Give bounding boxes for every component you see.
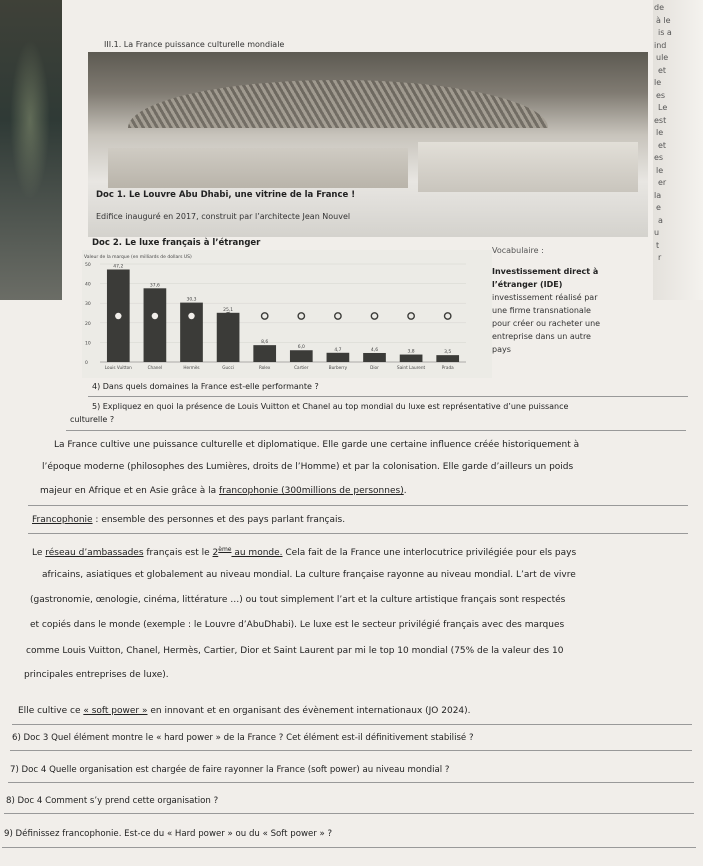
- brand-logo: [335, 313, 341, 319]
- x-tick-label: Chanel: [147, 365, 163, 370]
- text-segment: en innovant et en organisant des évènement internationaux (JO 2024).: [147, 706, 471, 716]
- question-5-line1: 5) Expliquez en quoi la présence de Louis Vuitton et Chanel au top mondial du luxe est représentative d’une puissance: [92, 402, 569, 411]
- doc2-title: Doc 2. Le luxe français à l’étranger: [92, 238, 261, 248]
- text-segment: Cela fait de la France une interlocutrice privilégiée pour els pays: [282, 548, 577, 558]
- divider: [88, 396, 688, 397]
- definition-text: : ensemble des personnes et des pays parlant français.: [92, 515, 346, 525]
- bar-dior: [363, 353, 386, 362]
- rank-number: 2: [212, 548, 219, 558]
- doc1-caption: Doc 1. Le Louvre Abu Dhabi, une vitrine de la France !: [96, 190, 356, 200]
- question-4: 4) Dans quels domaines la France est-elle performante ?: [92, 382, 319, 391]
- divider: [12, 724, 692, 725]
- question-9: 9) Définissez francophonie. Est-ce du « Hard power » ou du « Soft power » ?: [4, 829, 333, 839]
- bar-hermès: [180, 303, 203, 362]
- margin-fragment: à le: [656, 15, 671, 25]
- bar-burberry: [327, 353, 350, 362]
- margin-fragment: ule: [656, 53, 669, 62]
- margin-fragment: u: [654, 228, 660, 237]
- louvre-abu-dhabi-photo: [88, 52, 648, 237]
- margin-fragment: et: [658, 140, 667, 150]
- question-8: 8) Doc 4 Comment s’y prend cette organisation ?: [6, 796, 219, 806]
- louvre-dome-shape: [128, 80, 548, 128]
- vocab-term-line2: l’étranger (IDE): [492, 280, 563, 289]
- x-tick-label: Dior: [370, 365, 379, 370]
- paragraph-1-line3: [40, 486, 407, 496]
- bar-cartier: [290, 350, 313, 362]
- margin-fragment: e: [656, 203, 661, 212]
- brand-logo: [445, 313, 451, 319]
- bar-value-label: 4,7: [334, 347, 342, 353]
- paragraph-2-line3: (gastronomie, œnologie, cinéma, littérature …) ou tout simplement l’art et la culture artistique français sont respectés: [30, 595, 566, 605]
- vocab-def-2: une firme transnationale: [492, 306, 591, 315]
- ambassades-link: réseau d’ambassades: [45, 548, 144, 558]
- bar-value-label: 25,1: [223, 307, 234, 313]
- x-tick-label: Burberry: [328, 365, 348, 370]
- brand-logo: [298, 313, 304, 319]
- margin-fragment: la: [654, 190, 662, 200]
- x-tick-label: Louis Vuitton: [104, 365, 132, 370]
- divider: [28, 533, 688, 534]
- text-segment: majeur en Afrique et en Asie grâce à la: [40, 486, 220, 496]
- bar-value-label: 30,3: [186, 297, 197, 303]
- y-tick-label: 30: [85, 302, 91, 308]
- bar-value-label: 3,5: [444, 350, 452, 356]
- francophonie-link: francophonie (300millions de personnes): [219, 486, 404, 496]
- bar-value-label: 3,8: [407, 349, 415, 355]
- divider: [28, 505, 688, 506]
- paragraph-2-line2: africains, asiatiques et globalement au niveau mondial. La culture française rayonne au niveau mondial. L’art de vivre: [42, 570, 576, 580]
- margin-fragment: est: [654, 115, 667, 125]
- soft-power-link: « soft power »: [83, 706, 148, 716]
- vocab-def-1: investissement réalisé par: [492, 293, 598, 302]
- au-monde-link: au monde.: [231, 548, 283, 558]
- text-segment: Elle cultive ce: [18, 706, 84, 716]
- francophonie-definition: [32, 515, 345, 525]
- vocab-label: Vocabulaire :: [492, 246, 544, 255]
- paragraph-1-line1: La France cultive une puissance culturelle et diplomatique. Elle garde une certaine influence créée historiquement à: [54, 440, 580, 450]
- margin-fragment: t: [656, 240, 660, 250]
- margin-fragment: le: [656, 165, 664, 175]
- vocab-term: Investissement direct à: [492, 267, 599, 276]
- bar-value-label: 47,2: [113, 264, 124, 270]
- bar-chanel: [144, 288, 167, 362]
- y-tick-label: 0: [85, 361, 88, 366]
- y-tick-label: 50: [85, 263, 91, 268]
- margin-fragment: es: [654, 153, 664, 162]
- y-tick-label: 10: [85, 341, 91, 347]
- x-tick-label: Hermès: [183, 365, 200, 370]
- louvre-building-shape: [108, 148, 408, 188]
- brand-logo: [408, 313, 414, 319]
- vocab-def-4: entreprise dans un autre: [492, 332, 591, 341]
- paragraph-3: [18, 706, 471, 716]
- x-tick-label: Prada: [441, 365, 454, 370]
- bar-rolex: [253, 345, 276, 362]
- bar-value-label: 4,6: [370, 347, 379, 353]
- bar-value-label: 37,6: [149, 283, 160, 289]
- vocab-def-3: pour créer ou racheter une: [492, 319, 601, 328]
- divider: [8, 782, 694, 783]
- margin-fragment: r: [658, 253, 662, 262]
- margin-fragment: a: [658, 215, 663, 225]
- question-6: 6) Doc 3 Quel élément montre le « hard power » de la France ? Cet élément est-il définitivement stabilisé ?: [12, 733, 474, 743]
- y-tick-label: 20: [85, 321, 91, 327]
- x-tick-label: Saint Laurent: [397, 365, 426, 370]
- margin-fragment: de: [654, 3, 664, 12]
- text-segment: .: [403, 486, 407, 496]
- margin-fragment: er: [658, 178, 667, 187]
- doc1-subcaption: Edifice inauguré en 2017, construit par l’architecte Jean Nouvel: [96, 212, 351, 221]
- brand-logo: [371, 313, 377, 319]
- margin-fragment: le: [654, 78, 662, 87]
- paragraph-2-line1: [32, 546, 576, 558]
- bar-value-label: 6,0: [297, 345, 305, 351]
- divider: [2, 847, 696, 848]
- bar-prada: [436, 355, 459, 362]
- neighbor-page-edge: [0, 0, 62, 300]
- luxury-brand-chart: [82, 250, 492, 378]
- brand-logo: [152, 313, 158, 319]
- divider: [4, 813, 694, 814]
- bar-saint-laurent: [400, 355, 423, 362]
- y-tick-label: 40: [85, 282, 91, 288]
- bar-gucci: [217, 313, 240, 362]
- x-tick-label: Gucci: [222, 365, 234, 370]
- vocab-def-5: pays: [492, 345, 511, 354]
- brand-logo: [115, 313, 121, 319]
- divider: [10, 750, 692, 751]
- louvre-building-shape-right: [418, 142, 638, 192]
- chart-svg: [82, 250, 492, 378]
- y-axis-label: Valeur de la marque (en milliards de dollars US): [84, 255, 192, 260]
- paragraph-1-line2: l’époque moderne (philosophes des Lumières, droits de l’Homme) et par la colonisation. Elle garde d’ailleurs un poids: [42, 462, 574, 472]
- margin-fragment: is a: [658, 28, 672, 37]
- margin-fragment: le: [656, 128, 664, 137]
- section-title: III.1. La France puissance culturelle mondiale: [104, 40, 285, 49]
- question-5-line2: culturelle ?: [70, 415, 115, 424]
- x-tick-label: Cartier: [294, 365, 309, 370]
- rank-suffix: ème: [218, 546, 232, 553]
- paragraph-2-line4: et copiés dans le monde (exemple : le Louvre d’AbuDhabi). Le luxe est le secteur privilégié français avec des marques: [30, 620, 565, 630]
- brand-logo: [188, 313, 194, 319]
- brand-logo: [262, 313, 268, 319]
- margin-fragment: Le: [658, 103, 668, 112]
- question-7: 7) Doc 4 Quelle organisation est chargée de faire rayonner la France (soft power) au niveau mondial ?: [10, 765, 450, 775]
- paragraph-2-line6: principales entreprises de luxe).: [24, 670, 169, 680]
- margin-fragment: es: [656, 90, 666, 100]
- divider: [66, 430, 686, 431]
- definition-term: Francophonie: [32, 515, 93, 525]
- vocabulary-box: [492, 244, 650, 374]
- bar-value-label: 8,6: [261, 340, 269, 346]
- text-segment: français est le: [143, 548, 213, 558]
- paragraph-2-line5: comme Louis Vuitton, Chanel, Hermès, Cartier, Dior et Saint Laurent par mi le top 10 mondial (75% de la valeur des 10: [26, 646, 564, 656]
- margin-fragment: et: [658, 65, 667, 75]
- x-tick-label: Rolex: [258, 365, 271, 370]
- text-segment: Le: [32, 548, 46, 558]
- margin-fragment: ind: [654, 40, 667, 50]
